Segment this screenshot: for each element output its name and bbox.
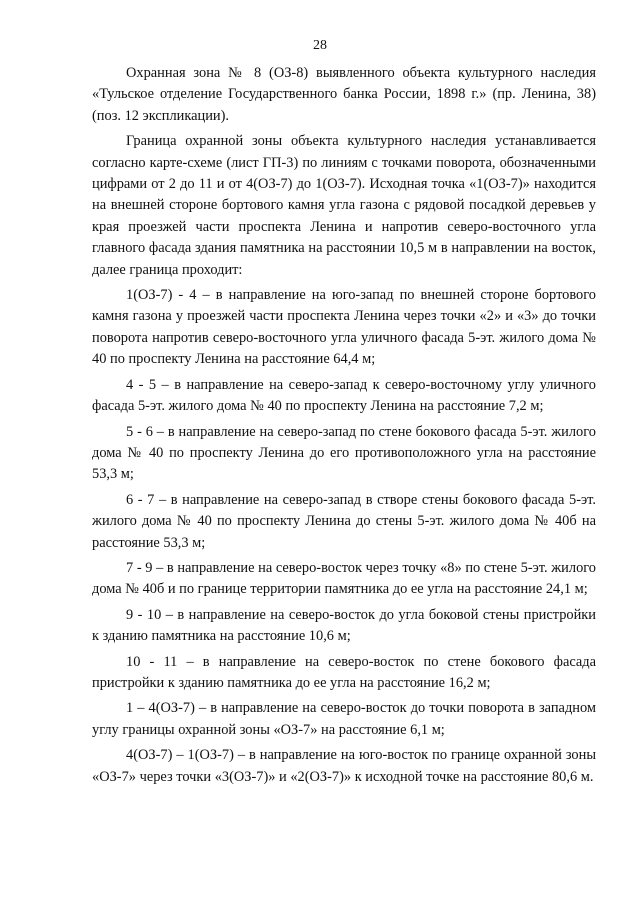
paragraph-segment-10-11: 10 - 11 – в направление на северо-восток по стене бокового фасада пристройки к зданию памятника до ее угла на расстояние 16,2 м;: [92, 653, 596, 691]
paragraph-segment-4-5: 4 - 5 – в направление на северо-запад к северо-восточному углу уличного фасада 5-эт. жилого дома № 40 по проспекту Ленина на расстояние 7,2 м;: [92, 376, 596, 415]
paragraph-zone-title: Охранная зона № 8 (ОЗ-8) выявленного объекта культурного наследия «Тульское отделение Государственного банка России, 1898 г.» (пр. Ленина, 38) (поз. 12 экспликации).: [92, 65, 596, 124]
paragraph-segment-9-10: 9 - 10 – в направление на северо-восток до угла боковой стены пристройки к зданию памятника на расстояние 10,6 м;: [92, 606, 596, 645]
paragraph-segment-1-4oz7: 1 – 4(ОЗ-7) – в направление на северо-восток до точки поворота в западном углу границы охранной зоны «ОЗ-7» на расстояние 6,1 м;: [92, 700, 596, 738]
paragraph-segment-7-9: 7 - 9 – в направление на северо-восток через точку «8» по стене 5-эт. жилого дома № 40б и по границе территории памятника до ее угла на расстояние 24,1 м;: [92, 559, 596, 598]
paragraph-segment-4oz7-1oz7: 4(ОЗ-7) – 1(ОЗ-7) – в направление на юго-восток по границе охранной зоны «ОЗ-7» через точки «3(ОЗ-7)» и «2(ОЗ-7)» к исходной точке на расстояние 80,6 м.: [92, 747, 596, 785]
paragraph-segment-5-6: 5 - 6 – в направление на северо-запад по стене бокового фасада 5-эт. жилого дома № 40 по проспекту Ленина до его противоположного угла на расстояние 53,3 м;: [92, 423, 596, 483]
paragraph-segment-1-4: 1(ОЗ-7) - 4 – в направление на юго-запад по внешней стороне бортового камня газона у проезжей части проспекта Ленина через точки «2» и «3» до точки поворота напротив северо-восточного угла уличного фасада 5-эт. жилого дома № 40 по проспекту Ленина на расстояние 64,4 м;: [92, 287, 596, 368]
page-number: 28: [313, 38, 327, 53]
document-body: [92, 63, 596, 792]
paragraph-boundary-description: Граница охранной зоны объекта культурного наследия устанавливается согласно карте-схеме (лист ГП-3) по линиям с точками поворота, обозначенными цифрами от 2 до 11 и от 4(ОЗ-7) до 1(ОЗ-7). Исходная точка «1(ОЗ-7)» находится на внешней стороне бортового камня угла газона с рядовой посадкой деревьев у края проезжей части проспекта Ленина и напротив северо-восточного угла главного фасада здания памятника на расстоянии 10,5 м в направлении на восток, далее граница проходит:: [92, 133, 596, 278]
paragraph-segment-6-7: 6 - 7 – в направление на северо-запад в створе стены бокового фасада 5-эт. жилого дома № 40 по проспекту Ленина до стены 5-эт. жилого дома № 40б на расстояние 53,3 м;: [92, 491, 596, 551]
